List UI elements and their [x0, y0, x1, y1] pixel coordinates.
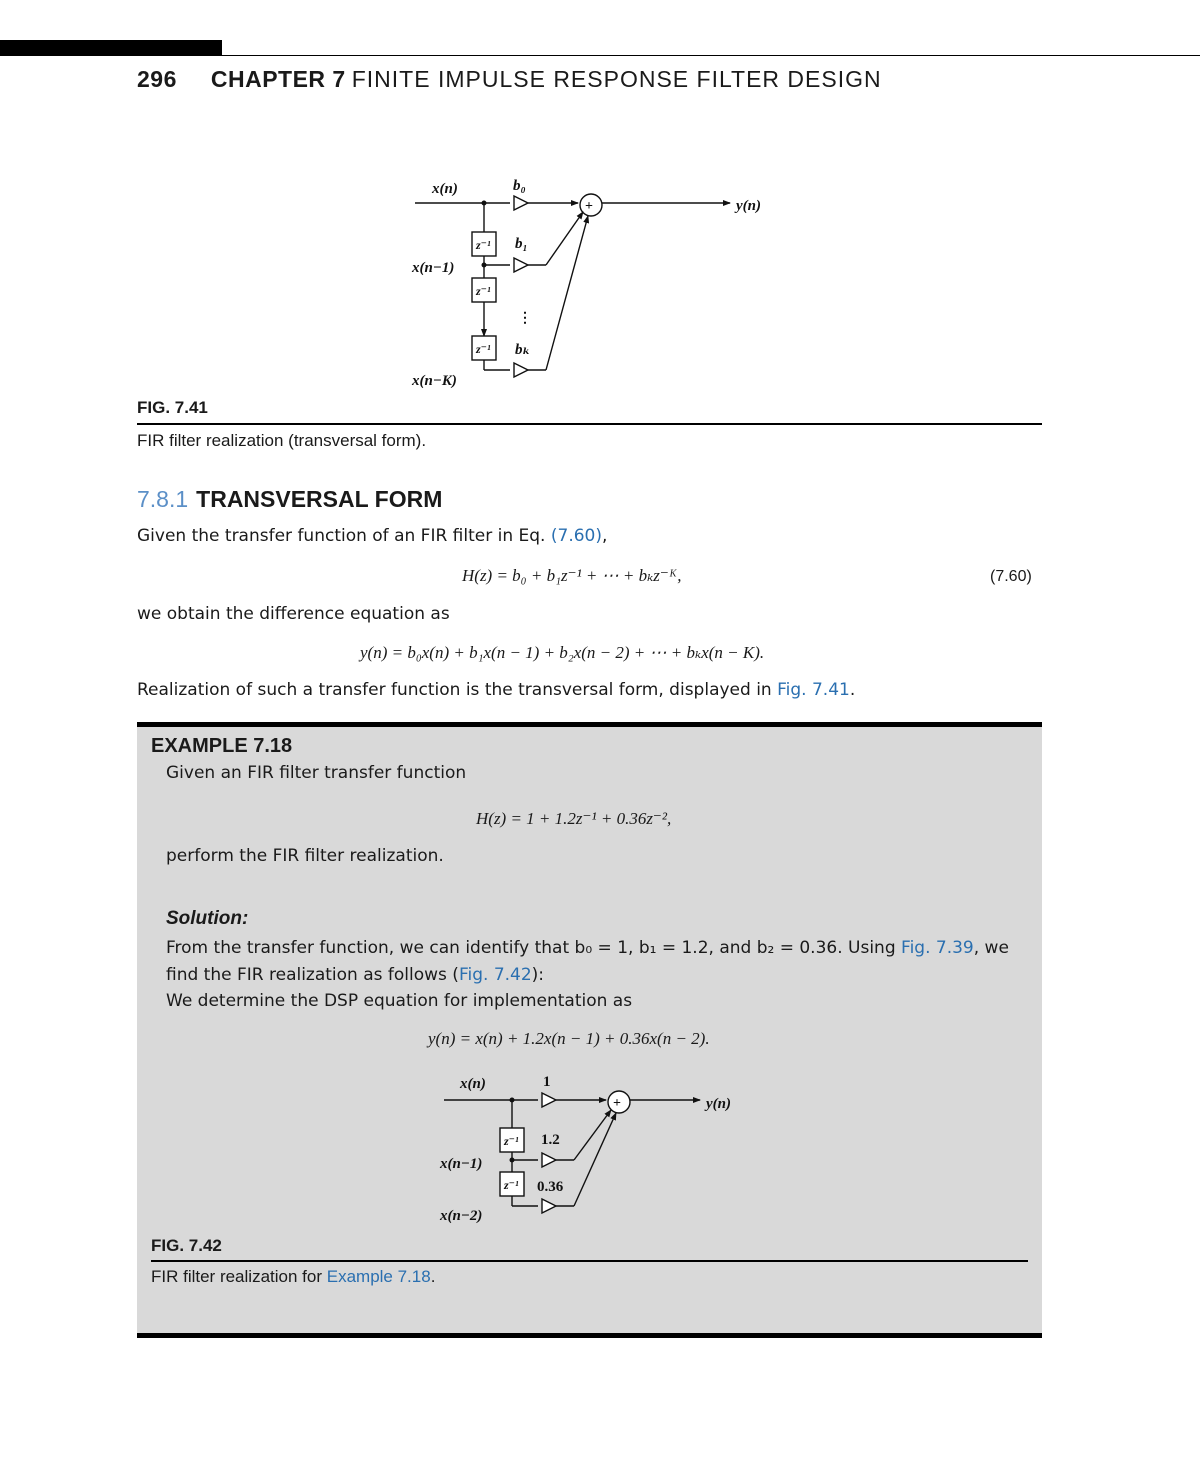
fig-742-link[interactable]: Fig. 7.42: [458, 965, 532, 985]
example-task: perform the FIR filter realization.: [166, 846, 444, 866]
figure-741-rule: [137, 423, 1042, 425]
figure-742-diagram: [430, 1068, 760, 1228]
gain-triangle-bk: [514, 363, 528, 377]
coef-12-label: 1.2: [541, 1132, 560, 1148]
input-label: x(n): [460, 1076, 486, 1092]
chapter-label: CHAPTER 7: [210, 66, 346, 92]
delay-label-k: z⁻¹: [476, 342, 491, 356]
delayed-2-label: x(n−2): [440, 1208, 483, 1224]
solution-line-1: [166, 938, 1009, 958]
dsp-equation: y(n) = x(n) + 1.2x(n − 1) + 0.36x(n − 2).: [428, 1029, 710, 1048]
delayed-k-label: x(n−K): [412, 373, 457, 389]
figure-742-rule: [151, 1260, 1028, 1262]
coef-036-label: 0.36: [537, 1179, 564, 1195]
figure-741-diagram: [400, 170, 780, 395]
coef-b1-label: b₁: [515, 236, 528, 252]
intro-paragraph: [137, 526, 607, 546]
equation-760: H(z) = b₀ + b₁z⁻¹ + ⋯ + bₖz⁻ᴷ,: [462, 566, 682, 585]
difference-intro: we obtain the difference equation as: [137, 604, 450, 624]
coef-bk-label: bₖ: [515, 342, 531, 358]
realization-paragraph: [137, 680, 855, 700]
fig-741-link[interactable]: Fig. 7.41: [777, 680, 850, 700]
solution-text-2b: ):: [531, 965, 545, 985]
output-label: y(n): [736, 198, 761, 214]
coef-b0-label: b₀: [513, 178, 526, 194]
delay-label-2: z⁻¹: [504, 1178, 519, 1192]
figure-742-caption: [151, 1267, 435, 1287]
gain-triangle-036: [542, 1199, 556, 1213]
solution-label: Solution:: [166, 908, 249, 929]
ellipsis: ⋮: [518, 311, 532, 326]
solution-line-2: [166, 965, 544, 985]
header-bar: [0, 40, 222, 56]
caption-punct: .: [430, 1267, 436, 1286]
gain-triangle-12: [542, 1153, 556, 1167]
section-title: TRANSVERSAL FORM: [196, 486, 443, 512]
realization-punct: .: [849, 680, 856, 700]
delayed-1-label: x(n−1): [440, 1156, 483, 1172]
example-equation: H(z) = 1 + 1.2z⁻¹ + 0.36z⁻²,: [476, 809, 672, 828]
gain-triangle-b1: [514, 258, 528, 272]
difference-equation: y(n) = b₀x(n) + b₁x(n − 1) + b₂x(n − 2) + ⋯ + bₖx(n − K).: [360, 643, 765, 662]
equation-760-number: (7.60): [990, 568, 1032, 585]
intro-text: Given the transfer function of an FIR filter in Eq.: [137, 526, 551, 546]
sum-sign: +: [613, 1096, 621, 1111]
eq-760-link[interactable]: (7.60): [550, 526, 602, 546]
delay-label-1: z⁻¹: [476, 238, 491, 252]
solution-text-1: From the transfer function, we can identify that b₀ = 1, b₁ = 1.2, and b₂ = 0.36. Using: [166, 938, 902, 958]
running-head: [137, 66, 882, 93]
output-label: y(n): [706, 1096, 731, 1112]
figure-742-label: FIG. 7.42: [151, 1236, 222, 1255]
example-given: Given an FIR filter transfer function: [166, 763, 467, 783]
input-label: x(n): [432, 181, 458, 197]
figure-741-label: FIG. 7.41: [137, 398, 208, 417]
caption-text: FIR filter realization for: [151, 1267, 327, 1286]
gain-triangle-b0: [514, 196, 528, 210]
sum-sign: +: [585, 199, 593, 214]
section-heading: [137, 486, 442, 513]
coef-1-label: 1: [543, 1074, 551, 1090]
section-number: 7.8.1: [137, 486, 189, 512]
example-718-link[interactable]: Example 7.18: [326, 1267, 431, 1286]
header-rule: [222, 55, 1200, 56]
realization-text: Realization of such a transfer function is the transversal form, displayed in: [137, 680, 778, 700]
solution-text-1b: , we: [973, 938, 1009, 958]
delayed-1-label: x(n−1): [412, 260, 455, 276]
delay-label-2: z⁻¹: [476, 284, 491, 298]
solution-text-2: find the FIR realization as follows (: [166, 965, 459, 985]
solution-line-3: We determine the DSP equation for implementation as: [166, 991, 633, 1011]
delay-label-1: z⁻¹: [504, 1134, 519, 1148]
gain-triangle-1: [542, 1093, 556, 1107]
chapter-title: FINITE IMPULSE RESPONSE FILTER DESIGN: [351, 66, 882, 92]
fig-739-link[interactable]: Fig. 7.39: [901, 938, 974, 958]
intro-punct: ,: [602, 526, 608, 546]
page-number: 296: [137, 66, 177, 92]
example-title: EXAMPLE 7.18: [151, 735, 293, 757]
figure-741-caption: FIR filter realization (transversal form).: [137, 431, 427, 450]
